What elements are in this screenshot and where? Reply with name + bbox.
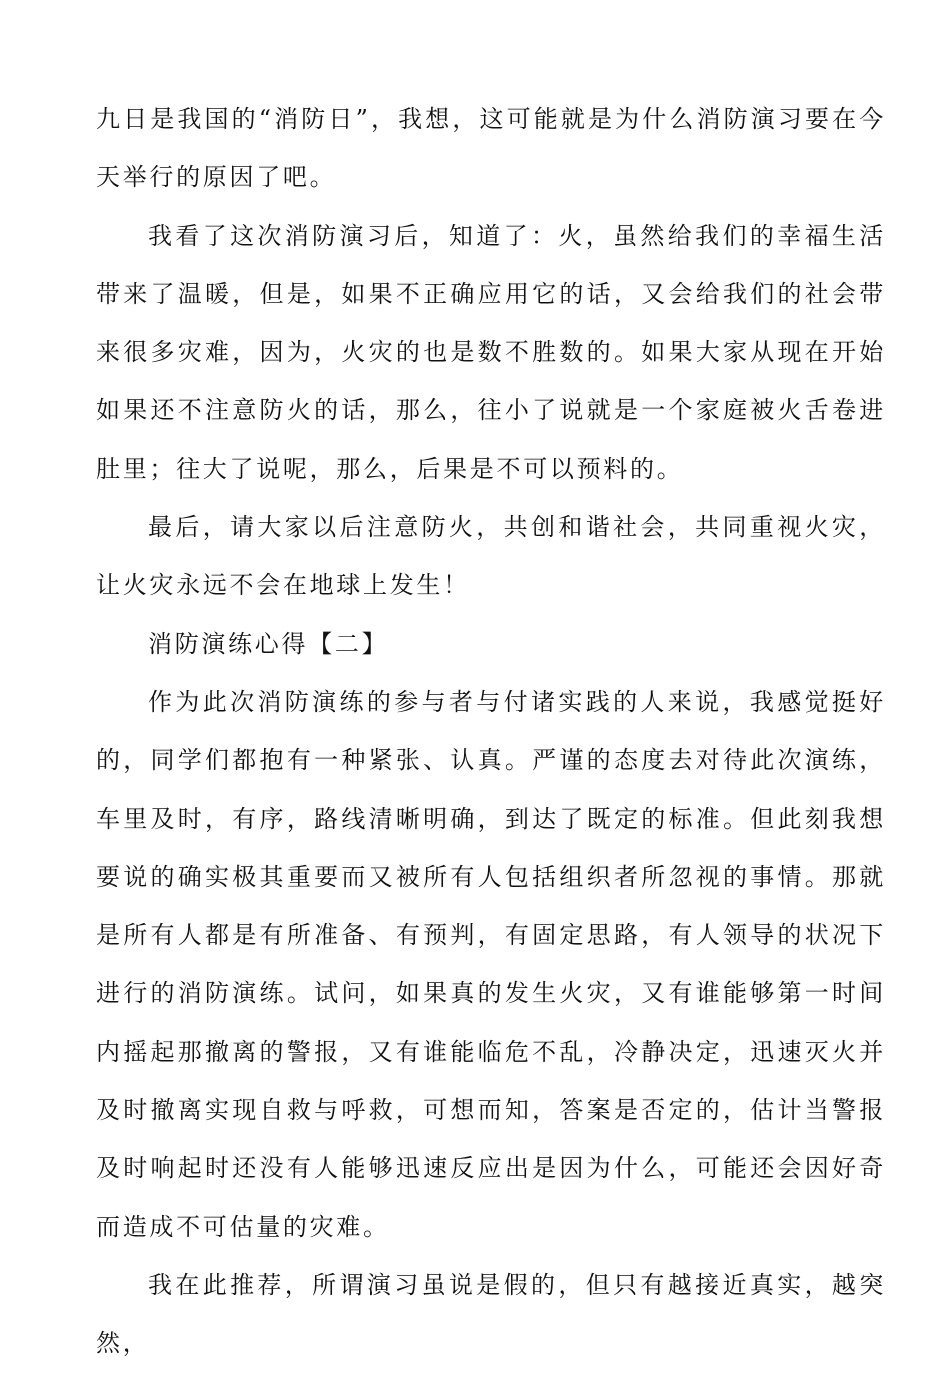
paragraph-4: 作为此次消防演练的参与者与付诸实践的人来说，我感觉挺好的，同学们都抱有一种紧张、认真。严谨的态度去对待此次演练，车里及时，有序，路线清晰明确，到达了既定的标准。但此刻我想要说的确实极其重要而又被所有人包括组织者所忽视的事情。那就是所有人都是有所准备、有预判，有固定思路，有人领导的状况下进行的消防演练。试问，如果真的发生火灾，又有谁能够第一时间内摇起那撤离的警报，又有谁能临危不乱，冷静决定，迅速灭火并及时撤离实现自救与呼救，可想而知，答案是否定的，估计当警报及时响起时还没有人能够迅速反应出是因为什么，可能还会因好奇而造成不可估量的灾难。 [96,687,886,1241]
paragraph-1: 九日是我国的“消防日”，我想，这可能就是为什么消防演习要在今天举行的原因了吧。 [96,105,886,192]
paragraph-2: 我看了这次消防演习后，知道了：火，虽然给我们的幸福生活带来了温暖，但是，如果不正确应用它的话，又会给我们的社会带来很多灾难，因为，火灾的也是数不胜数的。如果大家从现在开始如果还不注意防火的话，那么，往小了说就是一个家庭被火舌卷进肚里；往大了说呢，那么，后果是不可以预料的。 [96,221,886,483]
section-heading: 消防演练心得【二】 [148,629,389,658]
document-body [96,90,886,1373]
paragraph-5: 我在此推荐，所谓演习虽说是假的，但只有越接近真实，越突然， [96,1270,886,1358]
paragraph-3: 最后，请大家以后注意防火，共创和谐社会，共同重视火灾，让火灾永远不会在地球上发生！ [96,513,886,600]
